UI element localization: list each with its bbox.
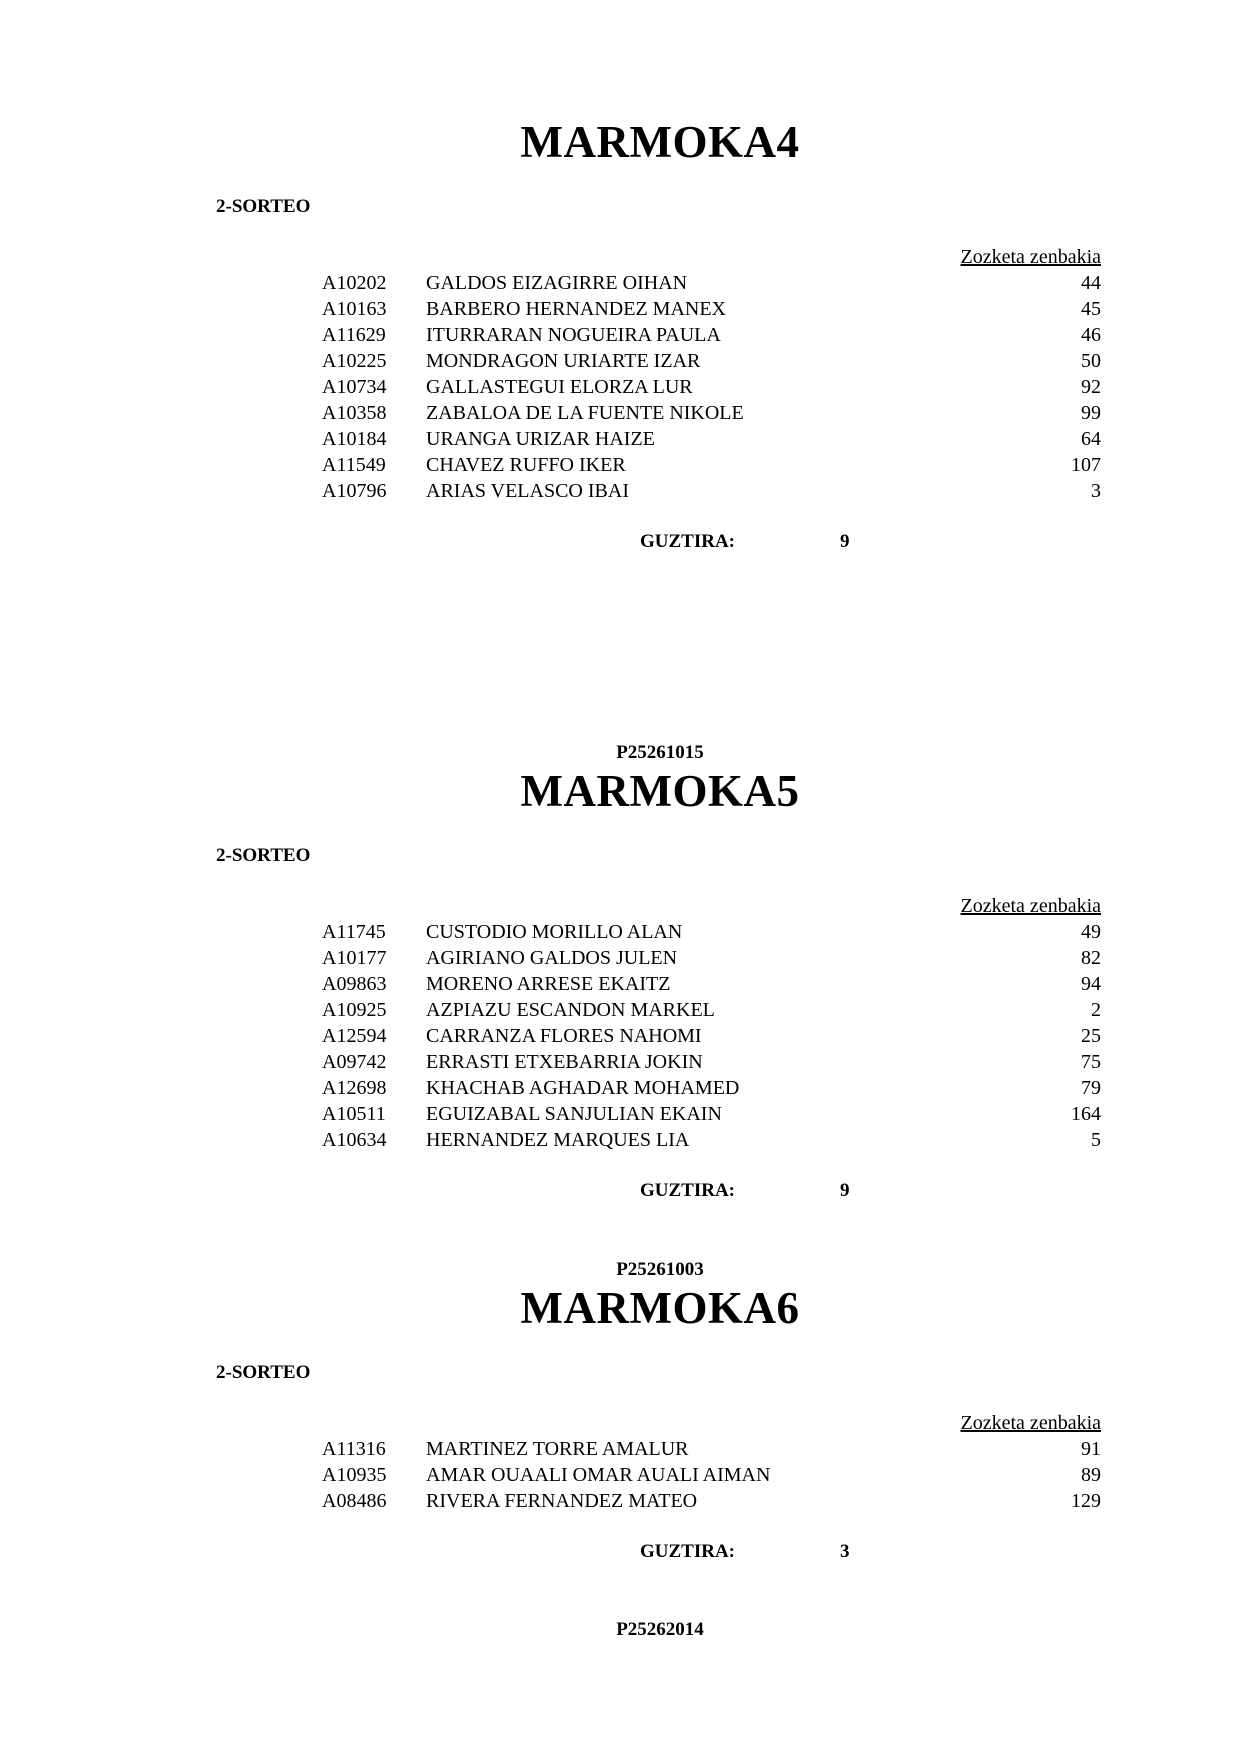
total-label: GUZTIRA: (640, 531, 736, 552)
draw-number: 89 (1081, 1464, 1101, 1486)
participant-name: CUSTODIO MORILLO ALAN (426, 921, 683, 943)
participant-id: A10163 (322, 298, 387, 320)
list-item (0, 1127, 1240, 1153)
participant-name: MONDRAGON URIARTE IZAR (426, 350, 701, 372)
participant-name: ITURRARAN NOGUEIRA PAULA (426, 324, 721, 346)
list-item (0, 348, 1240, 374)
draw-number: 25 (1081, 1025, 1101, 1047)
sorteo-label: 2-SORTEO (216, 1362, 311, 1383)
participant-name: CHAVEZ RUFFO IKER (426, 454, 626, 476)
draw-number: 75 (1081, 1051, 1101, 1073)
participant-name: EGUIZABAL SANJULIAN EKAIN (426, 1103, 722, 1125)
participant-list (0, 1436, 1240, 1514)
list-item (0, 919, 1240, 945)
participant-name: GALDOS EIZAGIRRE OIHAN (426, 272, 688, 294)
participant-name: URANGA URIZAR HAIZE (426, 428, 655, 450)
participant-id: A10925 (322, 999, 387, 1021)
participant-name: AZPIAZU ESCANDON MARKEL (426, 999, 715, 1021)
list-item (0, 1023, 1240, 1049)
draw-number: 164 (1071, 1103, 1101, 1125)
participant-id: A11316 (322, 1438, 386, 1460)
list-item (0, 374, 1240, 400)
draw-number: 79 (1081, 1077, 1101, 1099)
list-item (0, 1462, 1240, 1488)
total-label: GUZTIRA: (640, 1180, 736, 1201)
draw-number: 129 (1071, 1490, 1101, 1512)
section-code: P25261003 (616, 1259, 704, 1280)
participant-id: A12594 (322, 1025, 387, 1047)
participant-name: KHACHAB AGHADAR MOHAMED (426, 1077, 740, 1099)
participant-name: ARIAS VELASCO IBAI (426, 480, 629, 502)
participant-id: A10358 (322, 402, 387, 424)
participant-id: A11549 (322, 454, 386, 476)
participant-list (0, 270, 1240, 504)
draw-number: 2 (1091, 999, 1101, 1021)
participant-id: A12698 (322, 1077, 387, 1099)
list-item (0, 400, 1240, 426)
list-item (0, 1049, 1240, 1075)
draw-number: 50 (1081, 350, 1101, 372)
section-title: MARMOKA6 (520, 1283, 800, 1333)
list-item (0, 322, 1240, 348)
participant-id: A10202 (322, 272, 387, 294)
participant-name: GALLASTEGUI ELORZA LUR (426, 376, 693, 398)
participant-id: A10184 (322, 428, 387, 450)
participant-id: A11745 (322, 921, 386, 943)
draw-number: 82 (1081, 947, 1101, 969)
list-item (0, 452, 1240, 478)
participant-name: AMAR OUAALI OMAR AUALI AIMAN (426, 1464, 771, 1486)
draw-number: 45 (1081, 298, 1101, 320)
draw-number: 64 (1081, 428, 1101, 450)
draw-number: 3 (1091, 480, 1101, 502)
total-value: 3 (840, 1541, 850, 1562)
list-item (0, 270, 1240, 296)
section-title: MARMOKA5 (520, 766, 800, 816)
list-item (0, 478, 1240, 504)
participant-id: A10634 (322, 1129, 387, 1151)
participant-name: RIVERA FERNANDEZ MATEO (426, 1490, 698, 1512)
participant-name: AGIRIANO GALDOS JULEN (426, 947, 678, 969)
participant-id: A11629 (322, 324, 386, 346)
participant-id: A10935 (322, 1464, 387, 1486)
draw-number: 5 (1091, 1129, 1101, 1151)
section-code: P25261015 (616, 742, 704, 763)
participant-id: A10225 (322, 350, 387, 372)
participant-name: HERNANDEZ MARQUES LIA (426, 1129, 690, 1151)
participant-name: CARRANZA FLORES NAHOMI (426, 1025, 702, 1047)
draw-number: 46 (1081, 324, 1101, 346)
list-item (0, 1075, 1240, 1101)
participant-id: A10796 (322, 480, 387, 502)
list-item (0, 296, 1240, 322)
draw-number: 99 (1081, 402, 1101, 424)
participant-name: ERRASTI ETXEBARRIA JOKIN (426, 1051, 703, 1073)
list-item (0, 971, 1240, 997)
list-item (0, 1488, 1240, 1514)
participant-id: A10177 (322, 947, 387, 969)
draw-number: 94 (1081, 973, 1101, 995)
column-header-draw-number: Zozketa zenbakia (960, 895, 1101, 917)
total-value: 9 (840, 1180, 850, 1201)
participant-id: A09863 (322, 973, 387, 995)
participant-name: BARBERO HERNANDEZ MANEX (426, 298, 726, 320)
list-item (0, 1101, 1240, 1127)
participant-id: A10511 (322, 1103, 386, 1125)
draw-number: 49 (1081, 921, 1101, 943)
next-section-code: P25262014 (616, 1619, 704, 1640)
participant-name: MARTINEZ TORRE AMALUR (426, 1438, 689, 1460)
participant-id: A08486 (322, 1490, 387, 1512)
draw-number: 92 (1081, 376, 1101, 398)
participant-id: A09742 (322, 1051, 387, 1073)
list-item (0, 945, 1240, 971)
column-header-draw-number: Zozketa zenbakia (960, 1412, 1101, 1434)
draw-number: 44 (1081, 272, 1101, 294)
participant-id: A10734 (322, 376, 387, 398)
list-item (0, 426, 1240, 452)
draw-number: 91 (1081, 1438, 1101, 1460)
sorteo-label: 2-SORTEO (216, 196, 311, 217)
draw-number: 107 (1071, 454, 1101, 476)
participant-list (0, 919, 1240, 1153)
sorteo-label: 2-SORTEO (216, 845, 311, 866)
list-item (0, 997, 1240, 1023)
total-label: GUZTIRA: (640, 1541, 736, 1562)
participant-name: MORENO ARRESE EKAITZ (426, 973, 671, 995)
participant-name: ZABALOA DE LA FUENTE NIKOLE (426, 402, 744, 424)
total-value: 9 (840, 531, 850, 552)
column-header-draw-number: Zozketa zenbakia (960, 246, 1101, 268)
section-title: MARMOKA4 (520, 117, 800, 167)
list-item (0, 1436, 1240, 1462)
